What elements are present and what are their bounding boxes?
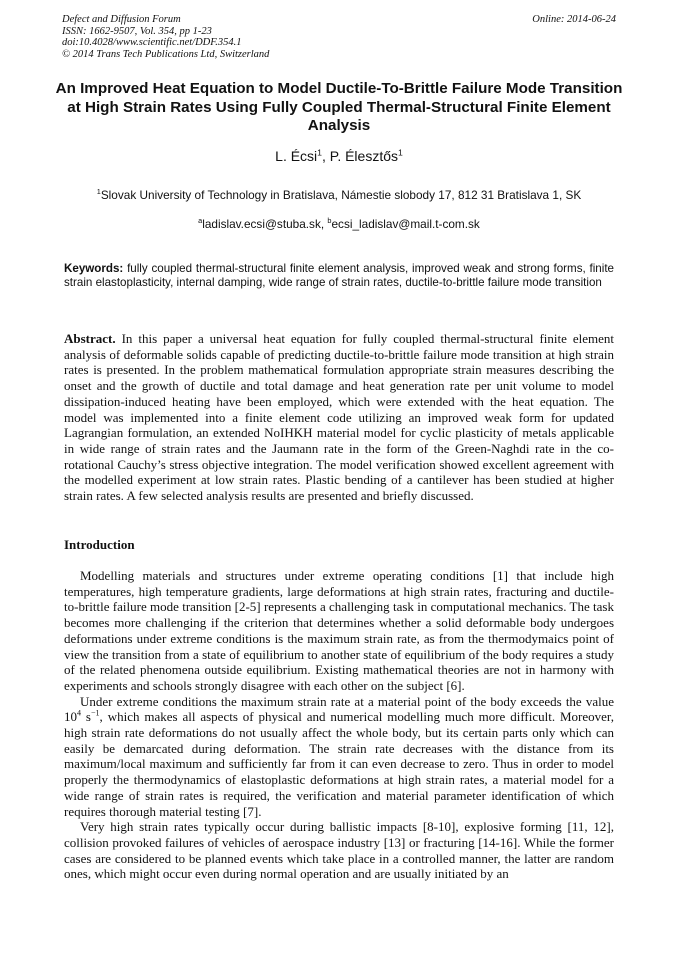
journal-name: Defect and Diffusion Forum	[62, 14, 181, 25]
author-2-affil-mark: 1	[398, 147, 403, 158]
intro-paragraph-3: Very high strain rates typically occur during ballistic impacts [8-10], explosive forming [11, 12], collision provoked failures of vehicles of aerospace industry [13] or fracturing [14-16]. While the former cases are considered to be planned events which take place in a controlled manner, the latter are random ones, which might occur even during normal operation and are usually initiated by an	[64, 819, 614, 882]
email-a-mark: a	[198, 216, 203, 226]
introduction-heading: Introduction	[64, 537, 135, 552]
abstract-block	[64, 331, 614, 504]
author-list	[0, 148, 678, 164]
intro-p2-part-b: , which makes all aspects of physical and numerical modelling much more difficult. Moreover, high strain rate deformations do not usually affect the whole body, but its certain parts only which can easily be demarcated during deformation. The strain rate decreases with the distance from its maximum/local maximum and sufficiently far from it can even decrease to zero. Thus in order to model properly the thermodynamics of elastoplastic deformations at high strain rates, a material model for a wide range of strain rates is required, the verification and material parameter identification of which requires thorough material testing [7].	[64, 709, 614, 819]
author-1: L. Écsi	[275, 148, 318, 164]
intro-p2-unit: s	[81, 709, 91, 725]
issn-line: ISSN: 1662-9507, Vol. 354, pp 1-23	[62, 25, 212, 37]
keywords-label: Keywords:	[64, 262, 124, 275]
email-b[interactable]: ecsi_ladislav@mail.t-com.sk	[331, 217, 480, 231]
abstract-text: In this paper a universal heat equation for fully coupled thermal-structural finite element analysis of deformable solids capable of predicting ductile-to-brittle failure mode transition at high strain rates is presented. In the problem mathematical formulation appropriate strain measures describing the onset and the growth of ductile and total damage and heat generation rate per unit volume to model dissipation-induced heating have been employed, which were extended with the heat equation. The model was implemented into a finite element code utilizing an improved weak form for updated Lagrangian formulation, an extended NoIHKH material model for cyclic plasticity of metals applicable in wide range of strain rates and the Jaumann rate in the form of the Green-Naghdi rate in the co-rotational Cauchy’s stress objective integration. The model verification showed excellent agreement with the modelled experiment at low strain rates. Plastic bending of a cantilever has been studied at higher strain rates. A few selected analysis results are presented and briefly discussed.	[64, 331, 614, 504]
author-1-affil-mark: 1	[317, 147, 322, 158]
copyright-line: © 2014 Trans Tech Publications Ltd, Switzerland	[62, 48, 270, 60]
email-separator: ,	[320, 217, 328, 231]
keywords-block	[64, 262, 614, 290]
author-separator: ,	[322, 148, 330, 164]
intro-paragraph-1: Modelling materials and structures under extreme operating conditions [1] that include high temperatures, high temperature gradients, large deformations at high strain rates, fracturing and ductile-to-brittle failure mode transition [2-5] represents a challenging task in computational mechanics. The task becomes more challenging if the criterion that determines whether a solid deformable body undergoes deformations under extreme conditions is the maximum strain rate, as from the thermodymaics point of view the transition from a state of equilibrium to another state of equilibrium of the body requires a study of the related phenomena outside equilibrium. Existing mathematical theories are not in harmony with experiments and schools strongly disagree with each other on the subject [6].	[64, 568, 614, 693]
affiliation-mark: 1	[96, 187, 101, 197]
email-a[interactable]: ladislav.ecsi@stuba.sk	[202, 217, 321, 231]
email-b-mark: b	[327, 216, 332, 226]
paper-title: An Improved Heat Equation to Model Ductile-To-Brittle Failure Mode Transition at High Strain Rates Using Fully Coupled Thermal-Structural Finite Element Analysis	[55, 80, 623, 134]
intro-p2-exponent-2: −1	[90, 709, 100, 718]
intro-p2-part-a: Under extreme conditions the maximum strain rate at a material point of the body exceeds the value 10	[64, 693, 614, 725]
online-date: Online: 2014-06-24	[532, 14, 616, 25]
intro-paragraph-2	[64, 694, 614, 820]
introduction-body	[64, 568, 614, 882]
doi-line: doi:10.4028/www.scientific.net/DDF.354.1	[62, 37, 242, 49]
abstract-label: Abstract.	[64, 331, 116, 346]
affiliation-text: Slovak University of Technology in Bratislava, Námestie slobody 17, 812 31 Bratislava 1, SK	[100, 188, 582, 202]
affiliation	[0, 188, 678, 202]
intro-p2-exponent-1: 4	[77, 709, 82, 718]
keywords-text: fully coupled thermal-structural finite element analysis, improved weak and strong forms, finite strain elastoplasticity, internal damping, wide range of strain rates, ductile-to-brittle failure mode transition	[64, 262, 614, 290]
author-2: P. Élesztős	[329, 148, 399, 164]
journal-header	[62, 14, 616, 60]
author-emails	[0, 217, 678, 231]
